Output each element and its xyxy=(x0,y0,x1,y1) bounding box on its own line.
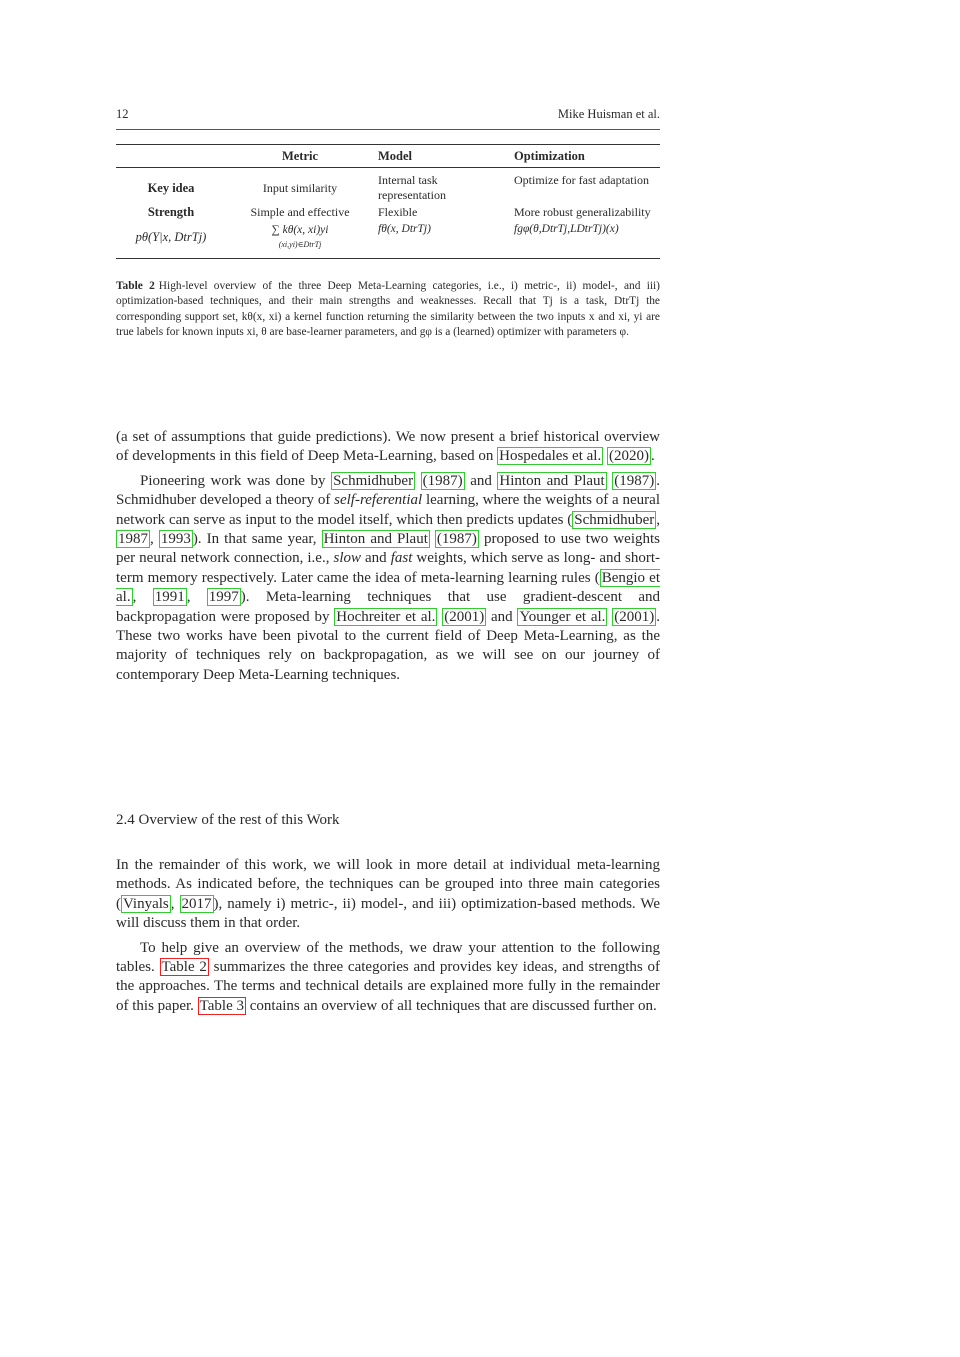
emphasis: fast xyxy=(390,550,413,567)
citation-link[interactable]: Younger et al. xyxy=(519,608,606,625)
cell-metric: Input similarity xyxy=(262,180,338,195)
text-run: , xyxy=(170,895,180,912)
text-run: learning, where the weights of a neural network can serve as input to the model itself, which then predicts updates ( xyxy=(116,492,660,528)
emphasis: self-referential xyxy=(334,492,423,509)
citation-link[interactable]: (1987) xyxy=(436,531,477,548)
table-caption xyxy=(116,279,660,341)
cell-metric-formula xyxy=(226,221,374,259)
text-run: ). In that same year, xyxy=(192,531,322,548)
text-run: , xyxy=(150,531,159,548)
text-run: . Schmidhuber developed a theory of xyxy=(116,472,661,509)
paragraph xyxy=(116,856,660,934)
citation-link[interactable]: 2017 xyxy=(181,895,212,912)
citation-link[interactable]: Schmidhuber xyxy=(574,511,655,528)
table-header-model: Model xyxy=(378,149,413,163)
metric-sum-subscript: (xi,yi)∈DtrTj xyxy=(278,240,322,249)
text-run: and xyxy=(464,472,498,489)
running-head xyxy=(116,107,660,130)
text-run: , xyxy=(186,589,207,606)
section-title: Overview of the rest of this Work xyxy=(138,812,340,828)
caption-label: Table 2 xyxy=(116,280,155,292)
table-reference-link[interactable]: Table 3 xyxy=(199,997,245,1014)
citation-link[interactable]: (1987) xyxy=(614,472,655,489)
text-run: ). Meta-learning techniques that use gradient-descent and backpropagation were proposed by xyxy=(116,589,661,625)
cell-model: Flexible xyxy=(378,205,418,219)
citation-link[interactable]: (1987) xyxy=(422,472,463,489)
running-author: Mike Huisman et al. xyxy=(557,107,660,121)
text-run: and xyxy=(361,550,391,567)
citation-link[interactable]: Hochreiter et al. xyxy=(336,608,436,625)
cell-model-formula: fθ(x, DtrTj) xyxy=(378,223,431,235)
table-row xyxy=(116,221,660,259)
text-run: and xyxy=(486,608,518,625)
citation-link[interactable]: Schmidhuber xyxy=(333,472,414,489)
table-header-blank xyxy=(116,145,226,168)
text-run: To help give an overview of the methods, we draw your attention to the following tables. xyxy=(116,939,660,976)
body-section-overview xyxy=(116,856,660,1021)
row-label-strength: Strength xyxy=(147,205,195,219)
row-label-key-idea: Key idea xyxy=(147,180,195,195)
text-run: proposed to use two weights per neural network connection, i.e., xyxy=(116,531,660,567)
cell-optimization-formula: fgφ(θ,DtrTj,LDtrTj)(x) xyxy=(514,223,619,235)
table-header-optimization: Optimization xyxy=(514,149,585,163)
cell-optimization: Optimize for fast adaptation xyxy=(514,173,649,187)
table-row xyxy=(116,204,660,221)
text-run: contains an overview of all techniques that are discussed further on. xyxy=(246,997,657,1014)
paragraph xyxy=(116,939,660,1017)
citation-link[interactable]: 1993 xyxy=(160,531,191,548)
citation-link[interactable]: Hospedales et al. xyxy=(499,448,602,465)
citation-link[interactable]: 1997 xyxy=(208,589,239,606)
text-run: Pioneering work was done by xyxy=(140,472,332,489)
citation-link[interactable]: (2001) xyxy=(614,608,655,625)
citation-link[interactable]: 1987 xyxy=(118,531,148,548)
page-number: 12 xyxy=(116,107,129,121)
overview-table xyxy=(116,144,660,259)
text-run: summarizes the three categories and provides key ideas, and strengths of the approaches. The terms and technical details are explained more fully in the remainder of this paper. xyxy=(116,959,660,1014)
text-run xyxy=(415,473,421,489)
text-run: In the remainder of this work, we will look in more detail at individual meta-learning methods. As indicated before, the techniques can be grouped into three main categories ( xyxy=(116,857,660,912)
paragraph xyxy=(116,428,660,467)
text-run: (a set of assumptions that guide predictions). We now present a brief historical overview of developments in this field of Deep Meta-Learning, based on xyxy=(116,429,660,465)
section-heading xyxy=(116,812,339,829)
row-label-formula: pθ(Y|x, DtrTj) xyxy=(135,229,207,244)
text-run: weights, which serve as long- and short-term memory respectively. Later came the idea of meta-learning learning rules ( xyxy=(116,550,660,586)
cell-model: Internal task representation xyxy=(378,173,446,202)
paragraph xyxy=(116,472,660,685)
metric-sum-formula: ∑ kθ(x, xi)yi xyxy=(271,224,329,236)
cell-optimization: More robust generalizability xyxy=(514,205,651,219)
text-run: , xyxy=(656,511,660,528)
table-row xyxy=(116,168,660,205)
citation-link[interactable]: (2001) xyxy=(444,608,485,625)
citation-link[interactable]: Hinton and Plaut xyxy=(323,531,428,548)
text-run: , xyxy=(132,589,153,606)
text-run: . xyxy=(650,448,655,465)
text-run: . These two works have been pivotal to the current field of Deep Meta-Learning, as the majority of techniques rely on backpropagation, as we will see on our journey of contemporary Deep Meta-Learning techniques. xyxy=(116,608,660,683)
table-header-row xyxy=(116,145,660,168)
citation-link[interactable]: 1991 xyxy=(154,589,185,606)
citation-link[interactable]: Bengio et al. xyxy=(116,569,660,606)
citation-link[interactable]: Hinton and Plaut xyxy=(499,472,605,489)
caption-text: High-level overview of the three Deep Meta-Learning categories, i.e., i) metric-, ii) model-, and iii) optimization-based techniques, and their main strengths and weaknesses. Recall that Tj is a task, DtrTj the corresponding support set, kθ(x, xi) a kernel function returning the similarity between the two inputs x and xi, yi are true labels for known inputs xi, θ are base-learner parameters, and gφ is a (learned) optimizer with parameters φ. xyxy=(116,280,660,339)
citation-link[interactable]: Vinyals xyxy=(123,895,169,912)
table-reference-link[interactable]: Table 2 xyxy=(161,959,207,976)
citation-link[interactable]: (2020) xyxy=(608,448,649,465)
section-number: 2.4 xyxy=(116,812,135,828)
body-section-history xyxy=(116,428,660,690)
cell-metric: Simple and effective xyxy=(250,205,350,219)
text-run: ), namely i) metric-, ii) model-, and iii) optimization-based methods. We will discuss them in that order. xyxy=(116,895,661,932)
emphasis: slow xyxy=(333,550,361,567)
table-header-metric: Metric xyxy=(281,149,319,163)
